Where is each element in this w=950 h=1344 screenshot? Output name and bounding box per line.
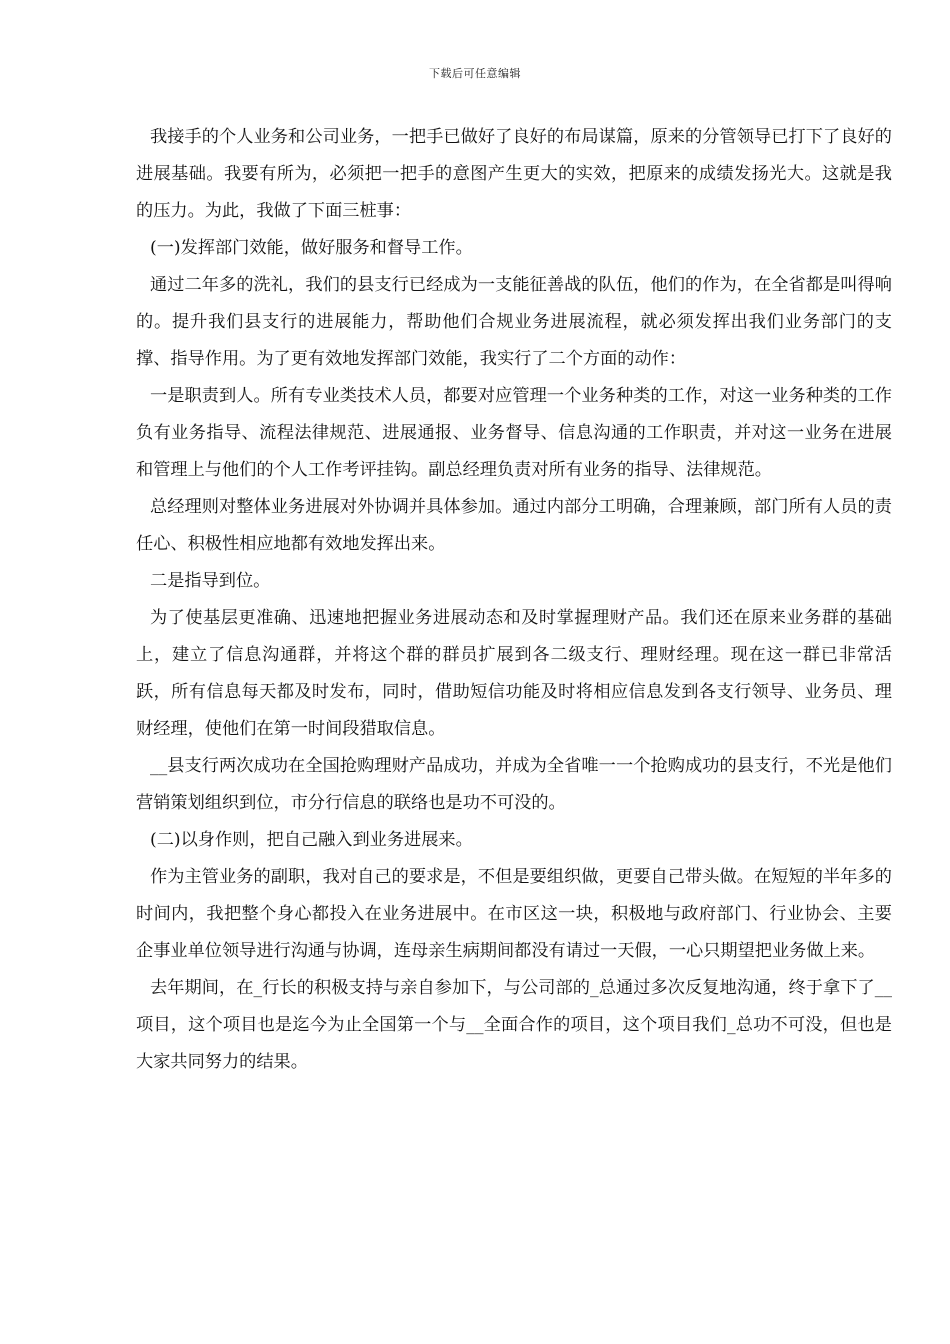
paragraph-intro: 我接手的个人业务和公司业务，一把手已做好了良好的布局谋篇，原来的分管领导已打下了良好的进展基础。我要有所为，必须把一把手的意图产生更大的实效，把原来的成绩发扬光大。这就是我的压力。为此，我做了下面三桩事： xyxy=(136,127,892,221)
heading-section-one: (一)发挥部门效能，做好服务和督导工作。 xyxy=(150,238,473,258)
page-header: 下载后可任意编辑 xyxy=(429,67,521,80)
paragraph: 总经理则对整体业务进展对外协调并具体参加。通过内部分工明确，合理兼顾，部门所有人员的责任心、积极性相应地都有效地发挥出来。 xyxy=(136,497,892,554)
paragraph: 一是职责到人。所有专业类技术人员，都要对应管理一个业务种类的工作，对这一业务种类的工作负有业务指导、流程法律规范、进展通报、业务督导、信息沟通的工作职责，并对这一业务在进展和管理上与他们的个人工作考评挂钩。副总经理负责对所有业务的指导、法律规范。 xyxy=(136,386,892,480)
paragraph: 通过二年多的洗礼，我们的县支行已经成为一支能征善战的队伍，他们的作为，在全省都是叫得响的。提升我们县支行的进展能力，帮助他们合规业务进展流程，就必须发挥出我们业务部门的支撑、指导作用。为了更有效地发挥部门效能，我实行了二个方面的动作： xyxy=(136,275,892,369)
paragraph: 去年期间，在_行长的积极支持与亲自参加下，与公司部的_总通过多次反复地沟通，终于拿下了__项目，这个项目也是迄今为止全国第一个与__全面合作的项目，这个项目我们_总功不可没，但也是大家共同努力的结果。 xyxy=(136,978,892,1072)
paragraph: 作为主管业务的副职，我对自己的要求是，不但是要组织做，更要自己带头做。在短短的半年多的时间内，我把整个身心都投入在业务进展中。在市区这一块，积极地与政府部门、行业协会、主要企事业单位领导进行沟通与协调，连母亲生病期间都没有请过一天假，一心只期望把业务做上来。 xyxy=(136,867,892,961)
document-body xyxy=(136,119,892,1081)
paragraph: 为了使基层更准确、迅速地把握业务进展动态和及时掌握理财产品。我们还在原来业务群的基础上，建立了信息沟通群，并将这个群的群员扩展到各二级支行、理财经理。现在这一群已非常活跃，所有信息每天都及时发布，同时，借助短信功能及时将相应信息发到各支行领导、业务员、理财经理，使他们在第一时间段猎取信息。 xyxy=(136,608,892,739)
heading-section-two: (二)以身作则，把自己融入到业务进展来。 xyxy=(150,830,473,850)
subheading: 二是指导到位。 xyxy=(150,571,271,591)
paragraph: __县支行两次成功在全国抢购理财产品成功，并成为全省唯一一个抢购成功的县支行，不光是他们营销策划组织到位，市分行信息的联络也是功不可没的。 xyxy=(136,756,892,813)
